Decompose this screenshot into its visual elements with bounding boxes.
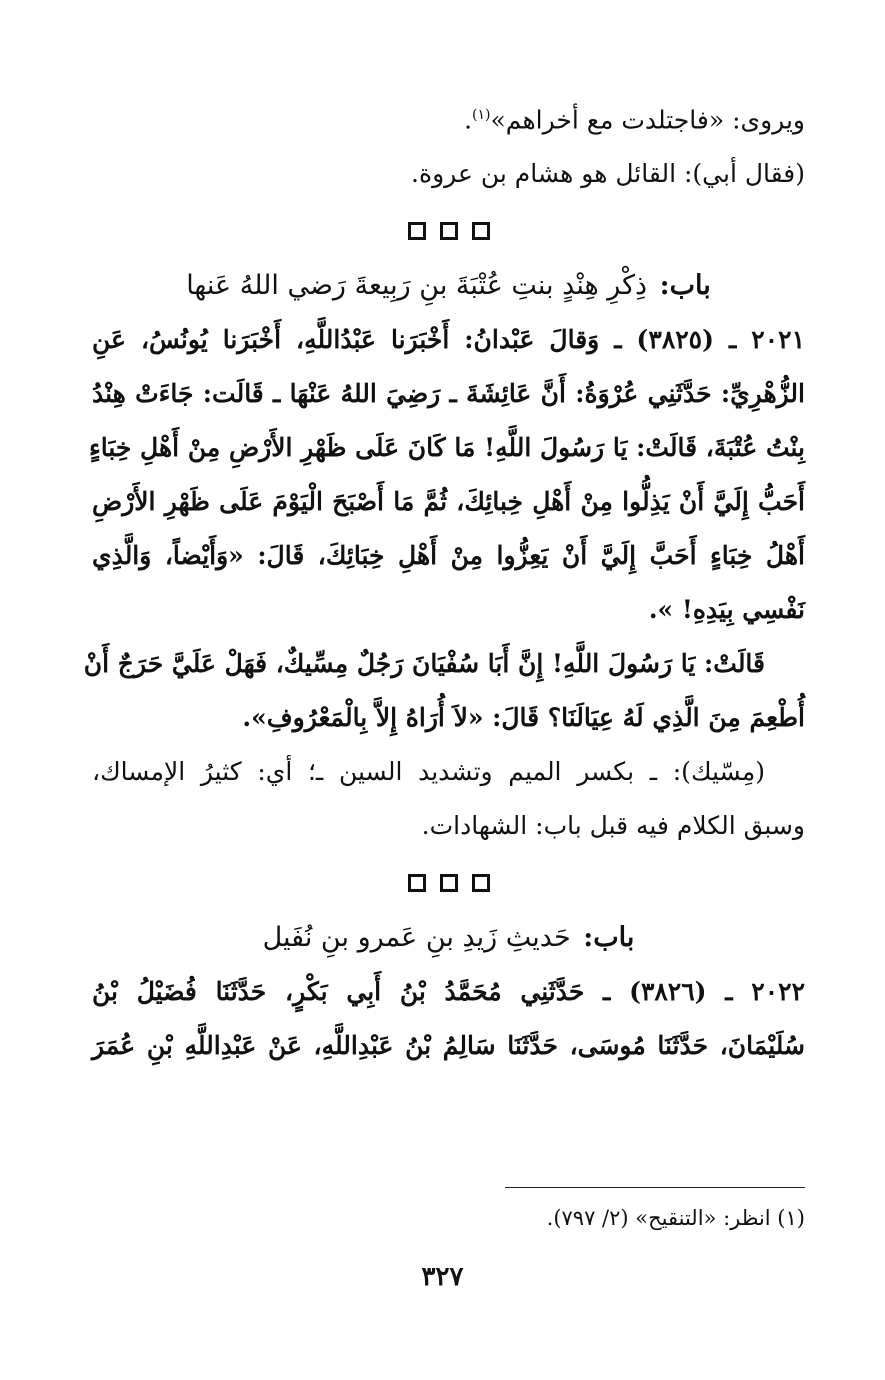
square-ornament-icon [408,222,426,240]
square-ornament-icon [440,874,458,892]
hadith-line: ٢٠٢٢ ـ (٣٨٢٦) ـ حَدَّثَنِي مُحَمَّدُ بْنُ أَبِي بَكْرٍ، حَدَّثَنَا فُضَيْلُ بْنُ [92,977,805,1007]
hadith-line: نَفْسِي بِيَدِهِ! ». [648,595,805,625]
heading-bab: باب: [659,270,711,302]
commentary-line: (مِسّيك): ـ بكسر الميم وتشديد السين ـ؛ أي: كثيرُ الإمساك، [92,757,765,787]
hadith-line: الزُّهْرِيِّ: حَدَّثَنِي عُرْوَةُ: أَنَّ عَائِشَةَ ـ رَضِيَ اللهُ عَنْهَا ـ قَالَت: جَاءَتْ هِنْدُ [92,379,805,409]
section-heading [92,911,805,965]
hadith-line: أَحَبُّ إِلَيَّ أَنْ يَذِلُّوا مِنْ أَهْلِ خِبائِكَ، ثُمَّ مَا أَصْبَحَ الْيَوْمَ عَلَى ظَهْرِ الأَرْضِ [92,487,805,517]
footnote-divider [505,1187,805,1188]
hadith-line: بِنْتُ عُتْبَةَ، قَالَتْ: يَا رَسُولَ اللَّهِ! مَا كَانَ عَلَى ظَهْرِ الأَرْضِ مِنْ أَهْلِ خِبَاءٍ [88,433,805,463]
text-line-main: ويروى: «فاجتلدت مع أخراهم» [490,105,805,135]
text-line: (فقال أبي): القائل هو هشام بن عروة. [411,159,805,189]
footnote: (١) انظر: «التنقيح» (٢/ ٧٩٧). [546,1206,805,1230]
footnote-marker[interactable]: (١) [472,107,491,123]
heading-title: حَديثِ زَيدِ بنِ عَمرو بنِ نُفَيل [262,922,571,954]
section-separator [92,209,805,253]
section-heading [92,259,805,313]
heading-title: ذِكْرِ هِنْدٍ بنتِ عُتْبَةَ بنِ رَبِيعةَ رَضي اللهُ عَنها [186,270,648,302]
text-line-end: . [464,105,473,135]
hadith-line: قَالَتْ: يَا رَسُولَ اللَّهِ! إِنَّ أَبَا سُفْيَانَ رَجُلٌ مِسِّيكٌ، فَهَلْ عَلَيَّ حَرَجٌ أَنْ [83,649,765,679]
text-line [92,88,805,147]
square-ornament-icon [440,222,458,240]
commentary-line: وسبق الكلام فيه قبل باب: الشهادات. [421,811,805,841]
heading-bab: باب: [583,922,635,954]
square-ornament-icon [408,874,426,892]
square-ornament-icon [472,222,490,240]
section-separator [92,861,805,905]
hadith-line: ٢٠٢١ ـ (٣٨٢٥) ـ وَقالَ عَبْدانُ: أَخْبَرَنا عَبْدُاللَّهِ، أَخْبَرَنا يُونُسُ، عَنِ [92,325,805,355]
page-number: ٣٢٧ [421,1262,464,1292]
square-ornament-icon [472,874,490,892]
hadith-line: أَهْلُ خِبَاءٍ أَحَبَّ إِلَيَّ أَنْ يَعِزُّوا مِنْ أَهْلِ خِبَائِكَ، قَالَ: «وَأَيْضاً، وَالَّذِي [92,541,805,571]
hadith-line: أُطْعِمَ مِنَ الَّذِي لَهُ عِيَالَنَا؟ قَالَ: «لاَ أُرَاهُ إِلاَّ بِالْمَعْرُوفِ». [242,703,805,733]
hadith-line: سُلَيْمَانَ، حَدَّثَنَا مُوسَى، حَدَّثَنَا سَالِمُ بْنُ عَبْدِاللَّهِ، عَنْ عَبْدِاللَّهِ بْنِ عُمَرَ [92,1031,805,1061]
